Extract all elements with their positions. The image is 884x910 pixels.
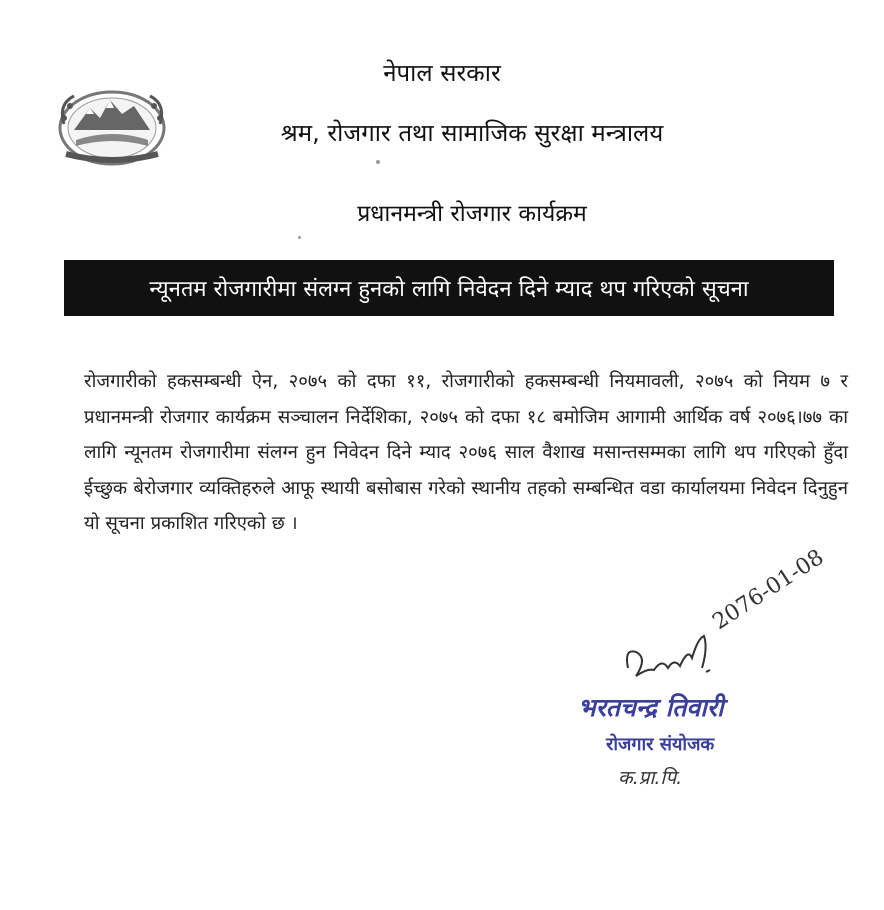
handwritten-signature-icon (618, 628, 718, 688)
notice-title: न्यूनतम रोजगारीमा संलग्न हुनको लागि निवेदन दिने म्याद थप गरिएको सूचना (149, 277, 749, 302)
stamp-name: भरतचन्द्र तिवारी (578, 693, 724, 722)
scan-speck (298, 236, 301, 239)
government-name: नेपाल सरकार (383, 59, 501, 87)
program-name: प्रधानमन्त्री रोजगार कार्यक्रम (357, 201, 587, 227)
notice-title-banner (64, 260, 834, 316)
handwritten-note: क.प्रा.पि. (618, 767, 683, 789)
ministry-name: श्रम, रोजगार तथा सामाजिक सुरक्षा मन्त्रालय (280, 119, 664, 147)
signature-date: 2076-01-08 (708, 544, 829, 635)
scan-speck (376, 160, 380, 164)
stamp-title: रोजगार संयोजक (606, 734, 715, 755)
notice-body: रोजगारीको हकसम्बन्धी ऐन, २०७५ को दफा ११, रोजगारीको हकसम्बन्धी नियमावली, २०७५ को नियम ७ र प्रधानमन्त्री रोजगार कार्यक्रम सञ्चालन निर्देशिका, २०७५ को दफा १८ बमोजिम आगामी आर्थिक वर्ष २०७६।७७ का लागि न्यूनतम रोजगारीमा संलग्न हुन निवेदन दिने म्याद २०७६ साल वैशाख मसान्तसम्मका लागि थप गरिएको हुँदा ईच्छुक बेरोजगार व्यक्तिहरुले आफू स्थायी बसोबास गरेको स्थानीय तहको सम्बन्धित वडा कार्यालयमा निवेदन दिनुहुन यो सूचना प्रकाशित गरिएको छ । (84, 371, 848, 535)
